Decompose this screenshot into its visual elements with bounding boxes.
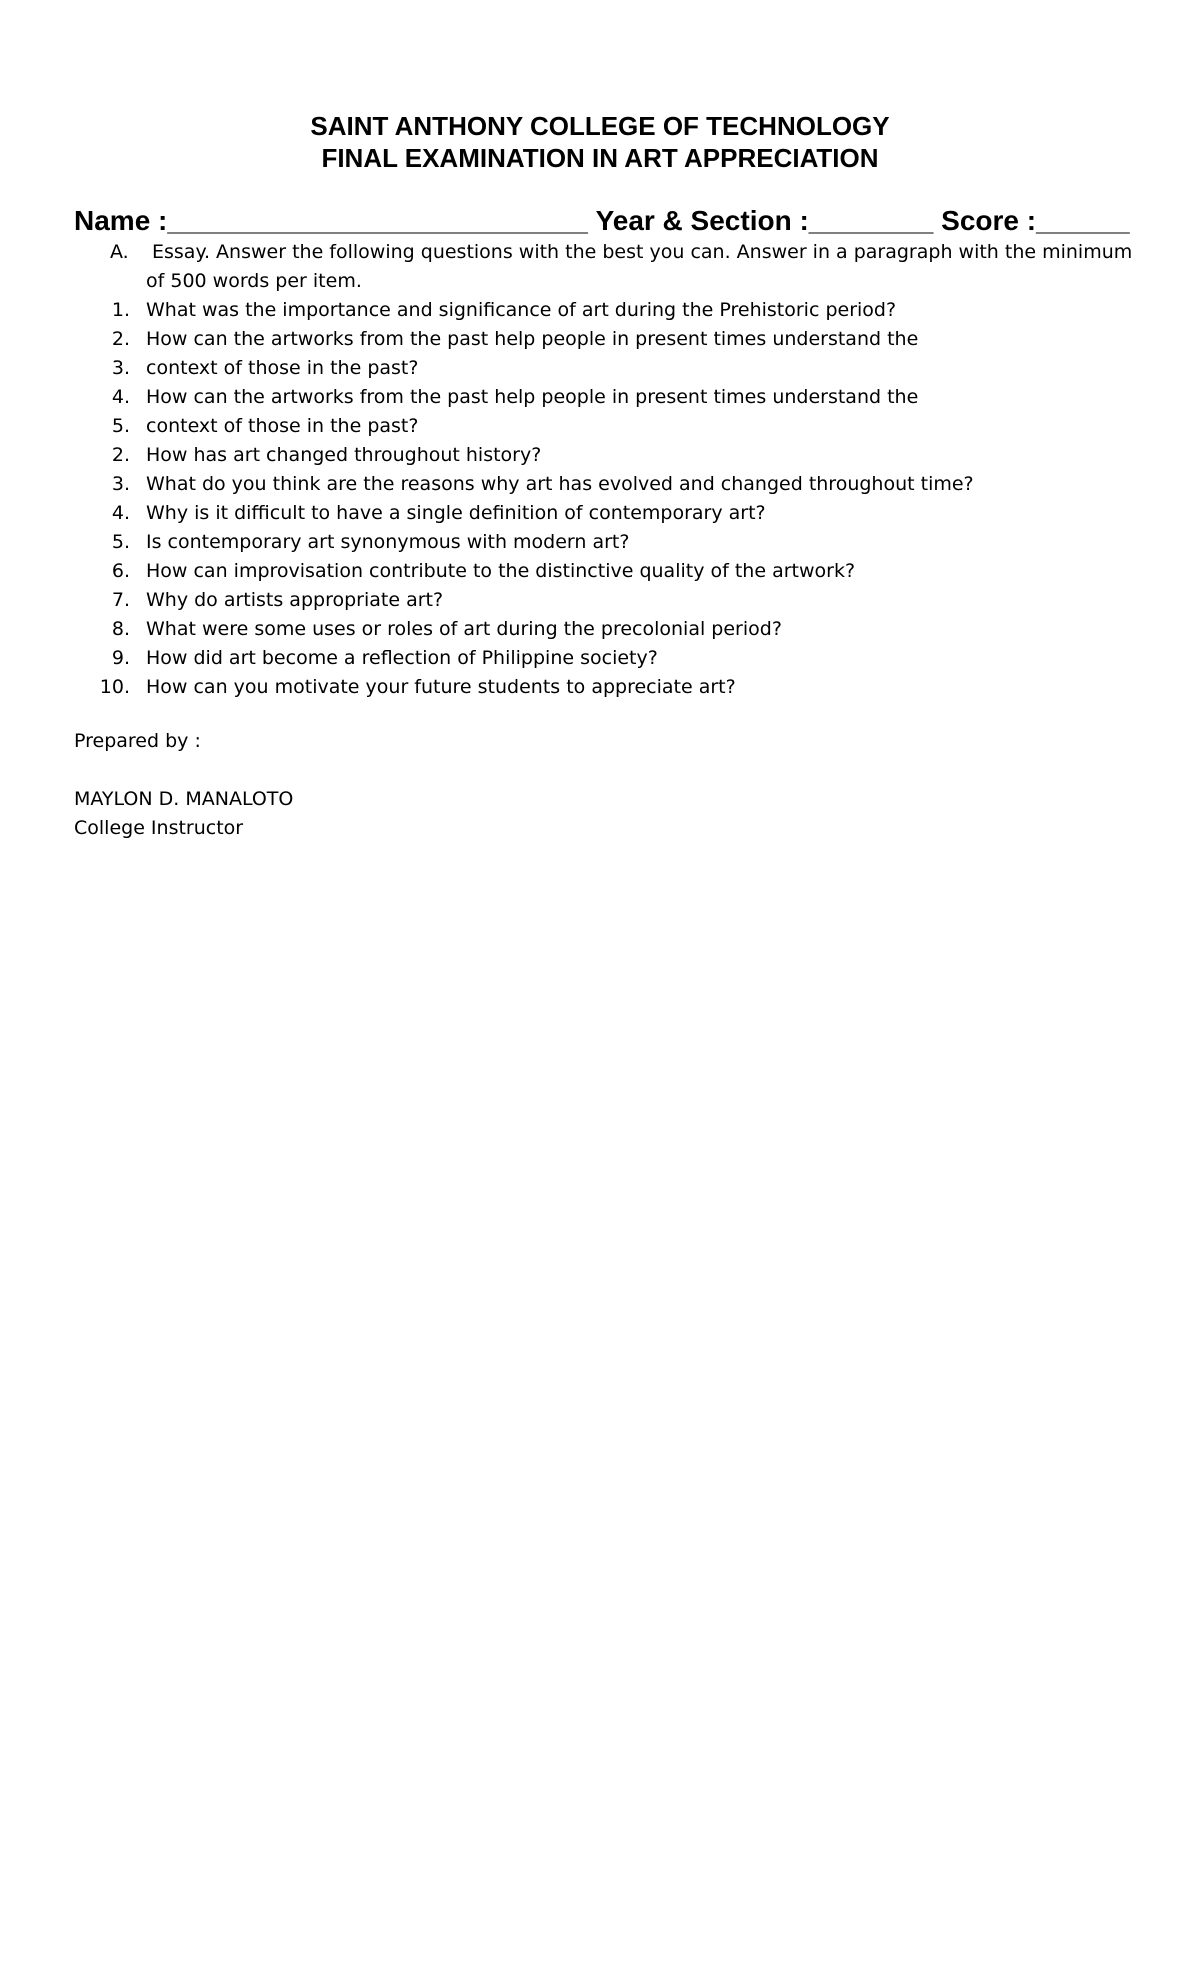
question-number: 3. [111, 473, 130, 495]
question-text: What were some uses or roles of art during the precolonial period? [146, 618, 782, 640]
question-text: context of those in the past? [146, 415, 419, 437]
prepared-by-label: Prepared by : [74, 730, 201, 752]
question-number: 2. [111, 328, 130, 350]
list-item [74, 586, 1134, 615]
student-fields [74, 203, 1134, 239]
question-text: Is contemporary art synonymous with modern art? [146, 531, 630, 553]
question-number: 1. [111, 299, 130, 321]
score-field: Score :______ [941, 205, 1130, 236]
question-text: What do you think are the reasons why art has evolved and changed throughout time? [146, 473, 974, 495]
list-item [74, 412, 1134, 441]
list-item [74, 325, 1134, 354]
instructions [110, 238, 1150, 296]
question-number: 2. [111, 444, 130, 466]
question-text: What was the importance and significance of art during the Prehistoric period? [146, 299, 897, 321]
question-number: 6. [111, 560, 130, 582]
question-text: Why is it difficult to have a single definition of contemporary art? [146, 502, 766, 524]
list-item [74, 383, 1134, 412]
list-item [74, 615, 1134, 644]
question-number: 3. [111, 357, 130, 379]
question-text: How did art become a reflection of Philippine society? [146, 647, 658, 669]
question-text: How can you motivate your future students to appreciate art? [146, 676, 736, 698]
question-text: Why do artists appropriate art? [146, 589, 444, 611]
question-text: How has art changed throughout history? [146, 444, 542, 466]
list-item [74, 470, 1134, 499]
question-number: 5. [111, 531, 130, 553]
question-number: 4. [111, 502, 130, 524]
question-number: 5. [111, 415, 130, 437]
year-section-field: Year & Section :________ [595, 205, 934, 236]
list-item [74, 557, 1134, 586]
question-number: 9. [111, 647, 130, 669]
instructor-name: MAYLON D. MANALOTO [74, 788, 294, 810]
list-item [74, 673, 1134, 702]
instructions-text: Essay. Answer the following questions with the best you can. Answer in a paragraph with the minimum of 500 words per item. [146, 241, 1133, 292]
question-text: How can improvisation contribute to the distinctive quality of the artwork? [146, 560, 856, 582]
list-item [74, 499, 1134, 528]
question-number: 7. [111, 589, 130, 611]
question-number: 10. [99, 676, 130, 698]
question-number: 8. [111, 618, 130, 640]
list-item [74, 644, 1134, 673]
question-number: 4. [111, 386, 130, 408]
document-header [0, 110, 1200, 174]
question-list [74, 296, 1134, 702]
signature-block [74, 727, 674, 843]
question-text: How can the artworks from the past help people in present times understand the [146, 386, 919, 408]
spacer [74, 756, 674, 785]
question-text: context of those in the past? [146, 357, 419, 379]
list-item [74, 528, 1134, 557]
instructions-marker: A. [110, 241, 129, 263]
name-field: Name :___________________________ [74, 205, 588, 236]
list-item [74, 296, 1134, 325]
instructor-title: College Instructor [74, 817, 244, 839]
list-item [74, 441, 1134, 470]
list-item [74, 354, 1134, 383]
exam-title: FINAL EXAMINATION IN ART APPRECIATION [321, 143, 879, 173]
question-text: How can the artworks from the past help people in present times understand the [146, 328, 919, 350]
school-name: SAINT ANTHONY COLLEGE OF TECHNOLOGY [310, 111, 890, 141]
